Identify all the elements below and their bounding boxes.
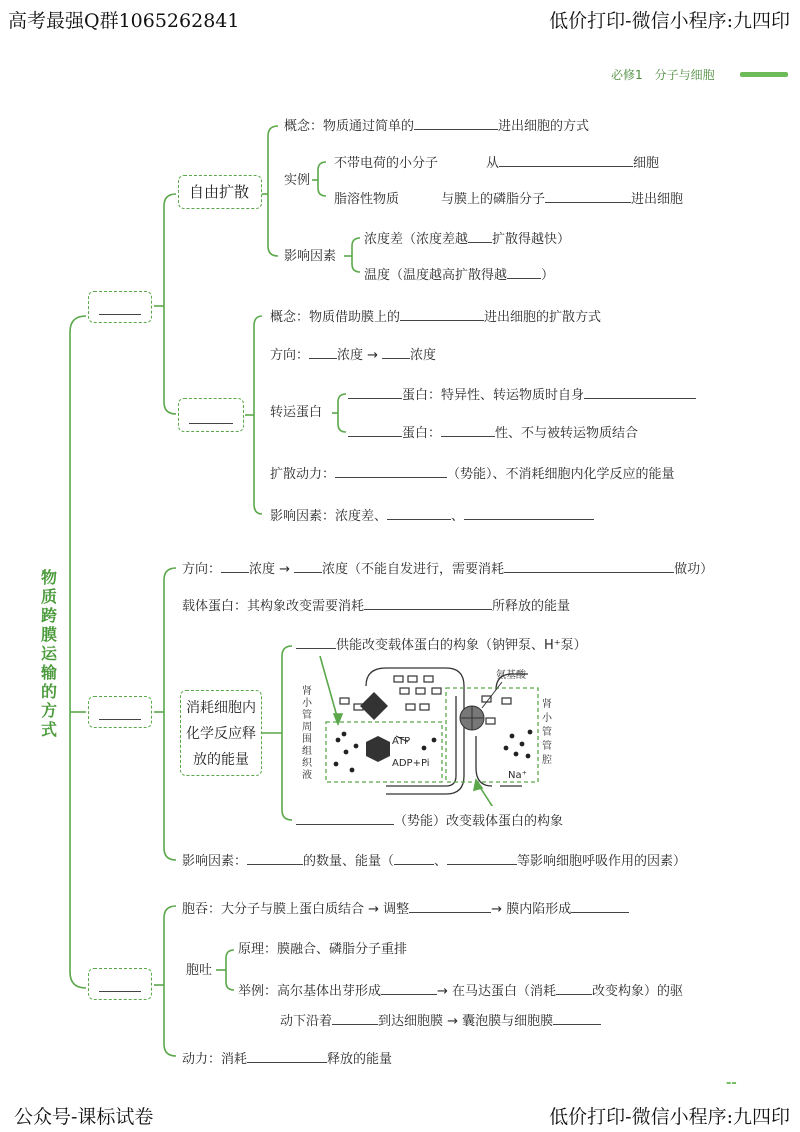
blank-box-active: [88, 696, 152, 728]
energy-line-3: 放的能量: [193, 752, 249, 768]
header-right-text: 低价打印-微信小程序:九四印: [549, 10, 790, 32]
fd-factor-2: 温度（温度越高扩散得越 ）: [364, 268, 555, 283]
bulk-power: 动力：消耗 释放的能量: [182, 1052, 393, 1067]
fa-power: 扩散动力： （势能）、不消耗细胞内化学反应的能量: [270, 467, 675, 482]
exo-example-2: 动下沿着 到达细胞膜 → 囊泡膜与细胞膜: [280, 1012, 601, 1030]
fd-example-1: 不带电荷的小分子 从 细胞: [334, 156, 660, 171]
diagram-left-label: 肾小管周围组织液: [302, 686, 312, 781]
fd-factor-1: 浓度差（浓度差越 扩散得越快）: [364, 232, 571, 247]
at-energy-2: （势能）改变载体蛋白的构象: [296, 812, 563, 830]
title-vertical: 物质跨膜运输的方式: [40, 568, 57, 739]
exocytosis-label: 胞吐: [186, 963, 213, 978]
fd-examples-label: 实例: [284, 173, 311, 188]
energy-box: [180, 690, 262, 776]
header-left-text: 高考最强Q群1065262841: [8, 10, 240, 32]
blank-box-facilitated: [178, 398, 244, 432]
endocytosis: 胞吞：大分子与膜上蛋白质结合 → 调整 → 膜内陷形成: [182, 900, 629, 918]
fd-factors-label: 影响因素: [284, 249, 337, 264]
fa-carrier-label: 转运蛋白: [270, 405, 323, 420]
free-diffusion-label: 自由扩散: [188, 183, 249, 201]
adp-label: ADP+Pi: [392, 758, 430, 769]
fd-concept: 概念：物质通过简单的 进出细胞的方式: [284, 119, 590, 134]
energy-line-1: 消耗细胞内: [186, 700, 256, 716]
atp-label: ATP: [392, 736, 411, 747]
footer-right-text: 低价打印-微信小程序:九四印: [549, 1106, 790, 1128]
chapter-label: 必修1 分子与细胞: [611, 68, 715, 82]
footer-left-text: 公众号-课标试卷: [14, 1106, 154, 1128]
fa-factors: 影响因素：浓度差、 、: [270, 507, 594, 525]
diagram-right-label: 肾小管管腔: [542, 699, 552, 766]
blank-box-bulk: [88, 968, 152, 1000]
blank-box-passive: [88, 291, 152, 323]
free-diffusion-box: [178, 175, 262, 209]
na-label: Na⁺: [508, 770, 527, 781]
at-energy-1: 供能改变载体蛋白的构象（钠钾泵、H⁺泵）: [296, 636, 587, 654]
at-factors: 影响因素： 的数量、能量（ 、 等影响细胞呼吸作用的因素）: [182, 854, 687, 869]
amino-acid-label: 氨基酸: [496, 670, 526, 681]
exo-principle: 原理：膜融合、磷脂分子重排: [238, 942, 408, 957]
fd-example-2: 脂溶性物质 与膜上的磷脂分子 进出细胞: [334, 192, 684, 207]
at-direction: 方向： 浓度 → 浓度（不能自发进行，需要消耗 做功）: [182, 562, 714, 577]
fa-carrier-1: 蛋白：特异性、转运物质时自身: [348, 386, 696, 404]
exo-example: 举例：高尔基体出芽形成 → 在马达蛋白（消耗 改变构象）的驱: [238, 984, 684, 999]
energy-line-2: 化学反应释: [186, 726, 256, 742]
fa-carrier-2: 蛋白： 性、不与被转运物质结合: [348, 424, 638, 442]
page-mark: --: [726, 1076, 737, 1091]
fa-direction: 方向： 浓度 → 浓度: [270, 348, 437, 363]
at-carrier: 载体蛋白：其构象改变需要消耗 所释放的能量: [182, 599, 571, 614]
fa-concept: 概念：物质借助膜上的 进出细胞的扩散方式: [270, 310, 602, 325]
